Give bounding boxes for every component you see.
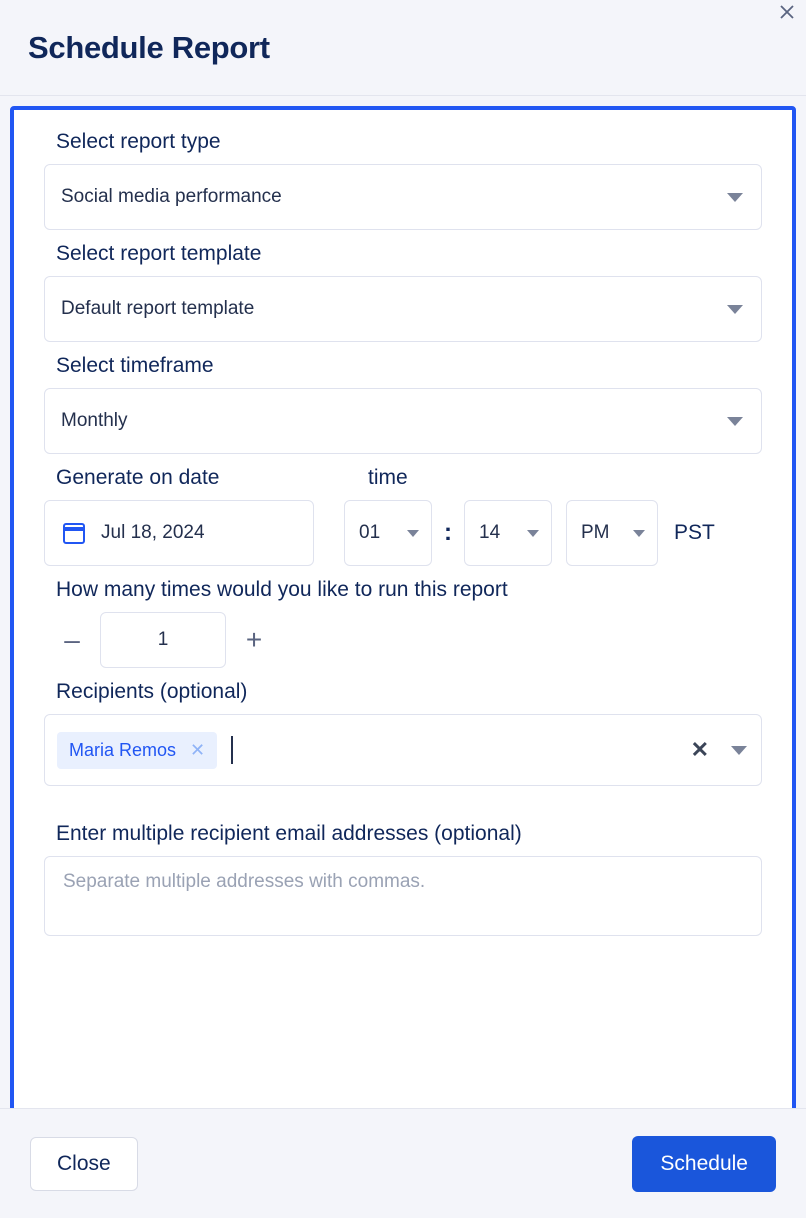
time-column bbox=[344, 500, 762, 566]
text-cursor bbox=[231, 736, 233, 764]
chevron-down-icon bbox=[727, 417, 743, 426]
modal-footer bbox=[0, 1108, 806, 1218]
calendar-icon bbox=[63, 523, 85, 544]
time-row bbox=[344, 500, 762, 566]
report-type-value: Social media performance bbox=[61, 186, 282, 207]
minute-select[interactable] bbox=[464, 500, 552, 566]
chevron-down-icon bbox=[407, 530, 419, 537]
schedule-button[interactable]: Schedule bbox=[632, 1136, 776, 1192]
report-template-label: Select report template bbox=[56, 242, 262, 265]
emails-textarea[interactable]: Separate multiple addresses with commas. bbox=[44, 856, 762, 936]
run-count-stepper bbox=[44, 612, 762, 668]
hour-select[interactable] bbox=[344, 500, 432, 566]
hour-value: 01 bbox=[359, 522, 381, 543]
timeframe-select[interactable] bbox=[44, 388, 762, 454]
recipients-actions bbox=[691, 737, 747, 763]
report-template-select[interactable] bbox=[44, 276, 762, 342]
close-button[interactable]: Close bbox=[30, 1137, 138, 1191]
run-count-label: How many times would you like to run this report bbox=[56, 578, 508, 601]
date-time-labels bbox=[44, 454, 762, 500]
generate-on-date-label: Generate on date bbox=[56, 466, 220, 489]
chevron-down-icon bbox=[727, 193, 743, 202]
increment-button[interactable]: + bbox=[245, 624, 263, 655]
chevron-down-icon bbox=[633, 530, 645, 537]
time-label: time bbox=[368, 466, 408, 489]
meridiem-select[interactable] bbox=[566, 500, 658, 566]
generate-on-date-value: Jul 18, 2024 bbox=[101, 522, 205, 543]
timezone-label: PST bbox=[674, 521, 715, 544]
report-type-select[interactable] bbox=[44, 164, 762, 230]
generate-on-date-input[interactable] bbox=[44, 500, 314, 566]
time-colon: : bbox=[444, 519, 452, 546]
timeframe-value: Monthly bbox=[61, 410, 128, 431]
page-title: Schedule Report bbox=[28, 29, 270, 65]
minute-value: 14 bbox=[479, 522, 501, 543]
chevron-down-icon[interactable] bbox=[731, 746, 747, 755]
recipient-chip-label: Maria Remos bbox=[69, 739, 177, 760]
decrement-button[interactable]: – bbox=[64, 624, 80, 655]
report-type-label: Select report type bbox=[56, 130, 221, 153]
clear-recipients-icon[interactable]: ✕ bbox=[690, 737, 709, 762]
chevron-down-icon bbox=[527, 530, 539, 537]
run-count-input[interactable]: 1 bbox=[100, 612, 226, 668]
date-column bbox=[44, 500, 344, 566]
modal-body bbox=[0, 96, 806, 1108]
emails-label: Enter multiple recipient email addresses (optional) bbox=[56, 822, 522, 845]
date-time-row bbox=[44, 500, 762, 566]
report-template-value: Default report template bbox=[61, 298, 255, 319]
recipients-input[interactable] bbox=[44, 714, 762, 786]
remove-recipient-icon[interactable]: ✕ bbox=[190, 739, 206, 760]
modal-header bbox=[0, 0, 806, 96]
meridiem-value: PM bbox=[581, 522, 610, 543]
recipient-chip[interactable] bbox=[57, 732, 217, 769]
chevron-down-icon bbox=[727, 305, 743, 314]
close-icon[interactable] bbox=[774, 2, 800, 28]
recipients-label: Recipients (optional) bbox=[56, 680, 248, 703]
form-focus-region bbox=[10, 106, 796, 1108]
timeframe-label: Select timeframe bbox=[56, 354, 214, 377]
